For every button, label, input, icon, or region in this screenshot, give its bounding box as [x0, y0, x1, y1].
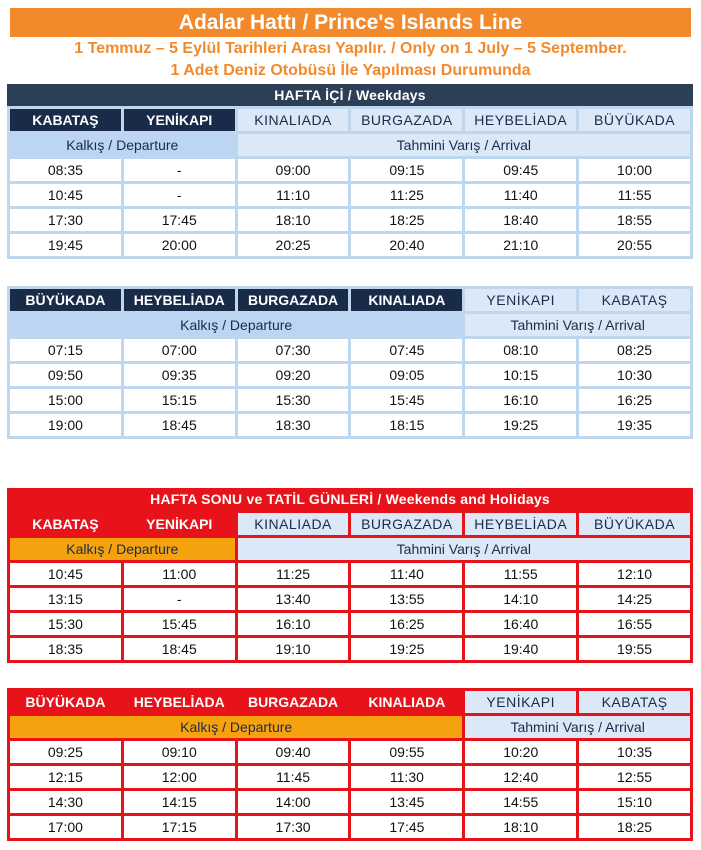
timetable: [7, 106, 693, 259]
table-row: [10, 209, 690, 231]
time-cell: 17:00: [10, 816, 121, 838]
stop-header-row: [10, 513, 690, 535]
time-cell: 11:00: [124, 563, 235, 585]
time-cell: 17:15: [124, 816, 235, 838]
arrival-stop-header: KINALIADA: [238, 109, 349, 131]
time-cell: 13:40: [238, 588, 349, 610]
time-cell: 17:45: [351, 816, 462, 838]
time-cell: 11:45: [238, 766, 349, 788]
departure-label: Kalkış / Departure: [10, 314, 462, 336]
time-cell: 10:30: [579, 364, 690, 386]
time-cell: 13:45: [351, 791, 462, 813]
departure-label: Kalkış / Departure: [10, 538, 235, 560]
time-cell: 12:00: [124, 766, 235, 788]
departure-stop-header: KINALIADA: [351, 289, 462, 311]
label-row: [10, 314, 690, 336]
time-cell: 18:25: [579, 816, 690, 838]
time-cell: 14:30: [10, 791, 121, 813]
time-cell: 08:25: [579, 339, 690, 361]
departure-stop-header: YENİKAPI: [124, 513, 235, 535]
arrival-stop-header: BÜYÜKADA: [579, 109, 690, 131]
time-cell: 12:40: [465, 766, 576, 788]
time-cell: 19:35: [579, 414, 690, 436]
weekday-outbound-timetable: [7, 84, 693, 259]
time-cell: 19:25: [351, 638, 462, 660]
time-cell: 09:35: [124, 364, 235, 386]
table-row: [10, 414, 690, 436]
time-cell: 19:10: [238, 638, 349, 660]
departure-stop-header: HEYBELİADA: [124, 691, 235, 713]
time-cell: 09:00: [238, 159, 349, 181]
departure-stop-header: BURGAZADA: [238, 289, 349, 311]
time-cell: 09:10: [124, 741, 235, 763]
arrival-stop-header: HEYBELİADA: [465, 109, 576, 131]
label-row: [10, 538, 690, 560]
departure-stop-header: HEYBELİADA: [124, 289, 235, 311]
stop-header-row: [10, 109, 690, 131]
time-cell: 14:25: [579, 588, 690, 610]
time-cell: 14:00: [238, 791, 349, 813]
time-cell: 12:15: [10, 766, 121, 788]
time-cell: 10:45: [10, 563, 121, 585]
table-row: [10, 613, 690, 635]
weekday-return-timetable: [7, 286, 693, 439]
time-cell: 10:35: [579, 741, 690, 763]
time-cell: 09:25: [10, 741, 121, 763]
time-cell: 15:45: [351, 389, 462, 411]
time-cell: 07:00: [124, 339, 235, 361]
departure-stop-header: BÜYÜKADA: [10, 289, 121, 311]
arrival-label: Tahmini Varış / Arrival: [238, 134, 690, 156]
time-cell: 15:00: [10, 389, 121, 411]
table-row: [10, 364, 690, 386]
arrival-stop-header: BÜYÜKADA: [579, 513, 690, 535]
time-cell: 10:45: [10, 184, 121, 206]
time-cell: -: [124, 588, 235, 610]
time-cell: 11:40: [465, 184, 576, 206]
arrival-label: Tahmini Varış / Arrival: [465, 716, 690, 738]
time-cell: 16:10: [238, 613, 349, 635]
departure-label: Kalkış / Departure: [10, 716, 462, 738]
table-row: [10, 816, 690, 838]
table-row: [10, 184, 690, 206]
time-cell: 15:45: [124, 613, 235, 635]
time-cell: 11:25: [351, 184, 462, 206]
time-cell: 09:40: [238, 741, 349, 763]
vessel-note: 1 Adet Deniz Otobüsü İle Yapılması Durumunda: [170, 62, 531, 79]
arrival-label: Tahmini Varış / Arrival: [465, 314, 690, 336]
time-cell: 18:45: [124, 638, 235, 660]
table-row: [10, 234, 690, 256]
weekday-section-header: HAFTA İÇİ / Weekdays: [7, 84, 693, 106]
departure-stop-header: BURGAZADA: [238, 691, 349, 713]
time-cell: 20:55: [579, 234, 690, 256]
time-cell: 09:50: [10, 364, 121, 386]
time-cell: 18:45: [124, 414, 235, 436]
arrival-stop-header: KABATAŞ: [579, 691, 690, 713]
time-cell: 15:15: [124, 389, 235, 411]
time-cell: 20:40: [351, 234, 462, 256]
stop-header-row: [10, 289, 690, 311]
table-row: [10, 741, 690, 763]
time-cell: 11:30: [351, 766, 462, 788]
table-row: [10, 563, 690, 585]
time-cell: 10:00: [579, 159, 690, 181]
arrival-stop-header: BURGAZADA: [351, 109, 462, 131]
time-cell: 20:00: [124, 234, 235, 256]
time-cell: 07:15: [10, 339, 121, 361]
time-cell: 15:30: [10, 613, 121, 635]
time-cell: 12:10: [579, 563, 690, 585]
time-cell: 18:35: [10, 638, 121, 660]
time-cell: 14:15: [124, 791, 235, 813]
time-cell: 07:45: [351, 339, 462, 361]
time-cell: 18:55: [579, 209, 690, 231]
time-cell: 15:10: [579, 791, 690, 813]
time-cell: 12:55: [579, 766, 690, 788]
time-cell: 13:55: [351, 588, 462, 610]
time-cell: 16:10: [465, 389, 576, 411]
time-cell: 11:55: [465, 563, 576, 585]
weekend-outbound-timetable: [7, 488, 693, 663]
time-cell: 20:25: [238, 234, 349, 256]
arrival-label: Tahmini Varış / Arrival: [238, 538, 690, 560]
time-cell: 19:00: [10, 414, 121, 436]
page-title: Adalar Hattı / Prince's Islands Line: [10, 8, 691, 37]
departure-label: Kalkış / Departure: [10, 134, 235, 156]
arrival-stop-header: YENİKAPI: [465, 289, 576, 311]
time-cell: 21:10: [465, 234, 576, 256]
time-cell: 18:10: [238, 209, 349, 231]
arrival-stop-header: KINALIADA: [238, 513, 349, 535]
time-cell: 16:25: [351, 613, 462, 635]
departure-stop-header: YENİKAPI: [124, 109, 235, 131]
time-cell: 11:10: [238, 184, 349, 206]
time-cell: 11:25: [238, 563, 349, 585]
time-cell: 16:55: [579, 613, 690, 635]
table-row: [10, 389, 690, 411]
time-cell: 07:30: [238, 339, 349, 361]
time-cell: 10:15: [465, 364, 576, 386]
time-cell: 10:20: [465, 741, 576, 763]
arrival-stop-header: KABATAŞ: [579, 289, 690, 311]
table-row: [10, 588, 690, 610]
departure-stop-header: KABATAŞ: [10, 109, 121, 131]
time-cell: 08:10: [465, 339, 576, 361]
time-cell: -: [124, 184, 235, 206]
time-cell: 09:05: [351, 364, 462, 386]
departure-stop-header: BÜYÜKADA: [10, 691, 121, 713]
time-cell: -: [124, 159, 235, 181]
time-cell: 17:30: [238, 816, 349, 838]
weekend-return-timetable: [7, 688, 693, 841]
time-cell: 18:30: [238, 414, 349, 436]
time-cell: 13:15: [10, 588, 121, 610]
weekend-section-header: HAFTA SONU ve TATİL GÜNLERİ / Weekends and Holidays: [7, 488, 693, 510]
time-cell: 08:35: [10, 159, 121, 181]
time-cell: 18:25: [351, 209, 462, 231]
time-cell: 16:40: [465, 613, 576, 635]
time-cell: 11:40: [351, 563, 462, 585]
time-cell: 18:15: [351, 414, 462, 436]
season-note: 1 Temmuz – 5 Eylül Tarihleri Arası Yapılır. / Only on 1 July – 5 September.: [74, 40, 627, 57]
label-row: [10, 134, 690, 156]
arrival-stop-header: HEYBELİADA: [465, 513, 576, 535]
time-cell: 19:45: [10, 234, 121, 256]
table-row: [10, 638, 690, 660]
table-row: [10, 159, 690, 181]
table-row: [10, 339, 690, 361]
table-row: [10, 791, 690, 813]
label-row: [10, 716, 690, 738]
timetable: [7, 688, 693, 841]
time-cell: 11:55: [579, 184, 690, 206]
table-row: [10, 766, 690, 788]
departure-stop-header: KINALIADA: [351, 691, 462, 713]
arrival-stop-header: YENİKAPI: [465, 691, 576, 713]
time-cell: 09:20: [238, 364, 349, 386]
timetable: [7, 286, 693, 439]
time-cell: 09:45: [465, 159, 576, 181]
time-cell: 19:55: [579, 638, 690, 660]
time-cell: 19:40: [465, 638, 576, 660]
time-cell: 09:15: [351, 159, 462, 181]
time-cell: 14:10: [465, 588, 576, 610]
time-cell: 17:45: [124, 209, 235, 231]
time-cell: 18:10: [465, 816, 576, 838]
timetable: [7, 510, 693, 663]
time-cell: 19:25: [465, 414, 576, 436]
time-cell: 14:55: [465, 791, 576, 813]
departure-stop-header: KABATAŞ: [10, 513, 121, 535]
time-cell: 17:30: [10, 209, 121, 231]
time-cell: 18:40: [465, 209, 576, 231]
time-cell: 16:25: [579, 389, 690, 411]
time-cell: 15:30: [238, 389, 349, 411]
stop-header-row: [10, 691, 690, 713]
arrival-stop-header: BURGAZADA: [351, 513, 462, 535]
time-cell: 09:55: [351, 741, 462, 763]
